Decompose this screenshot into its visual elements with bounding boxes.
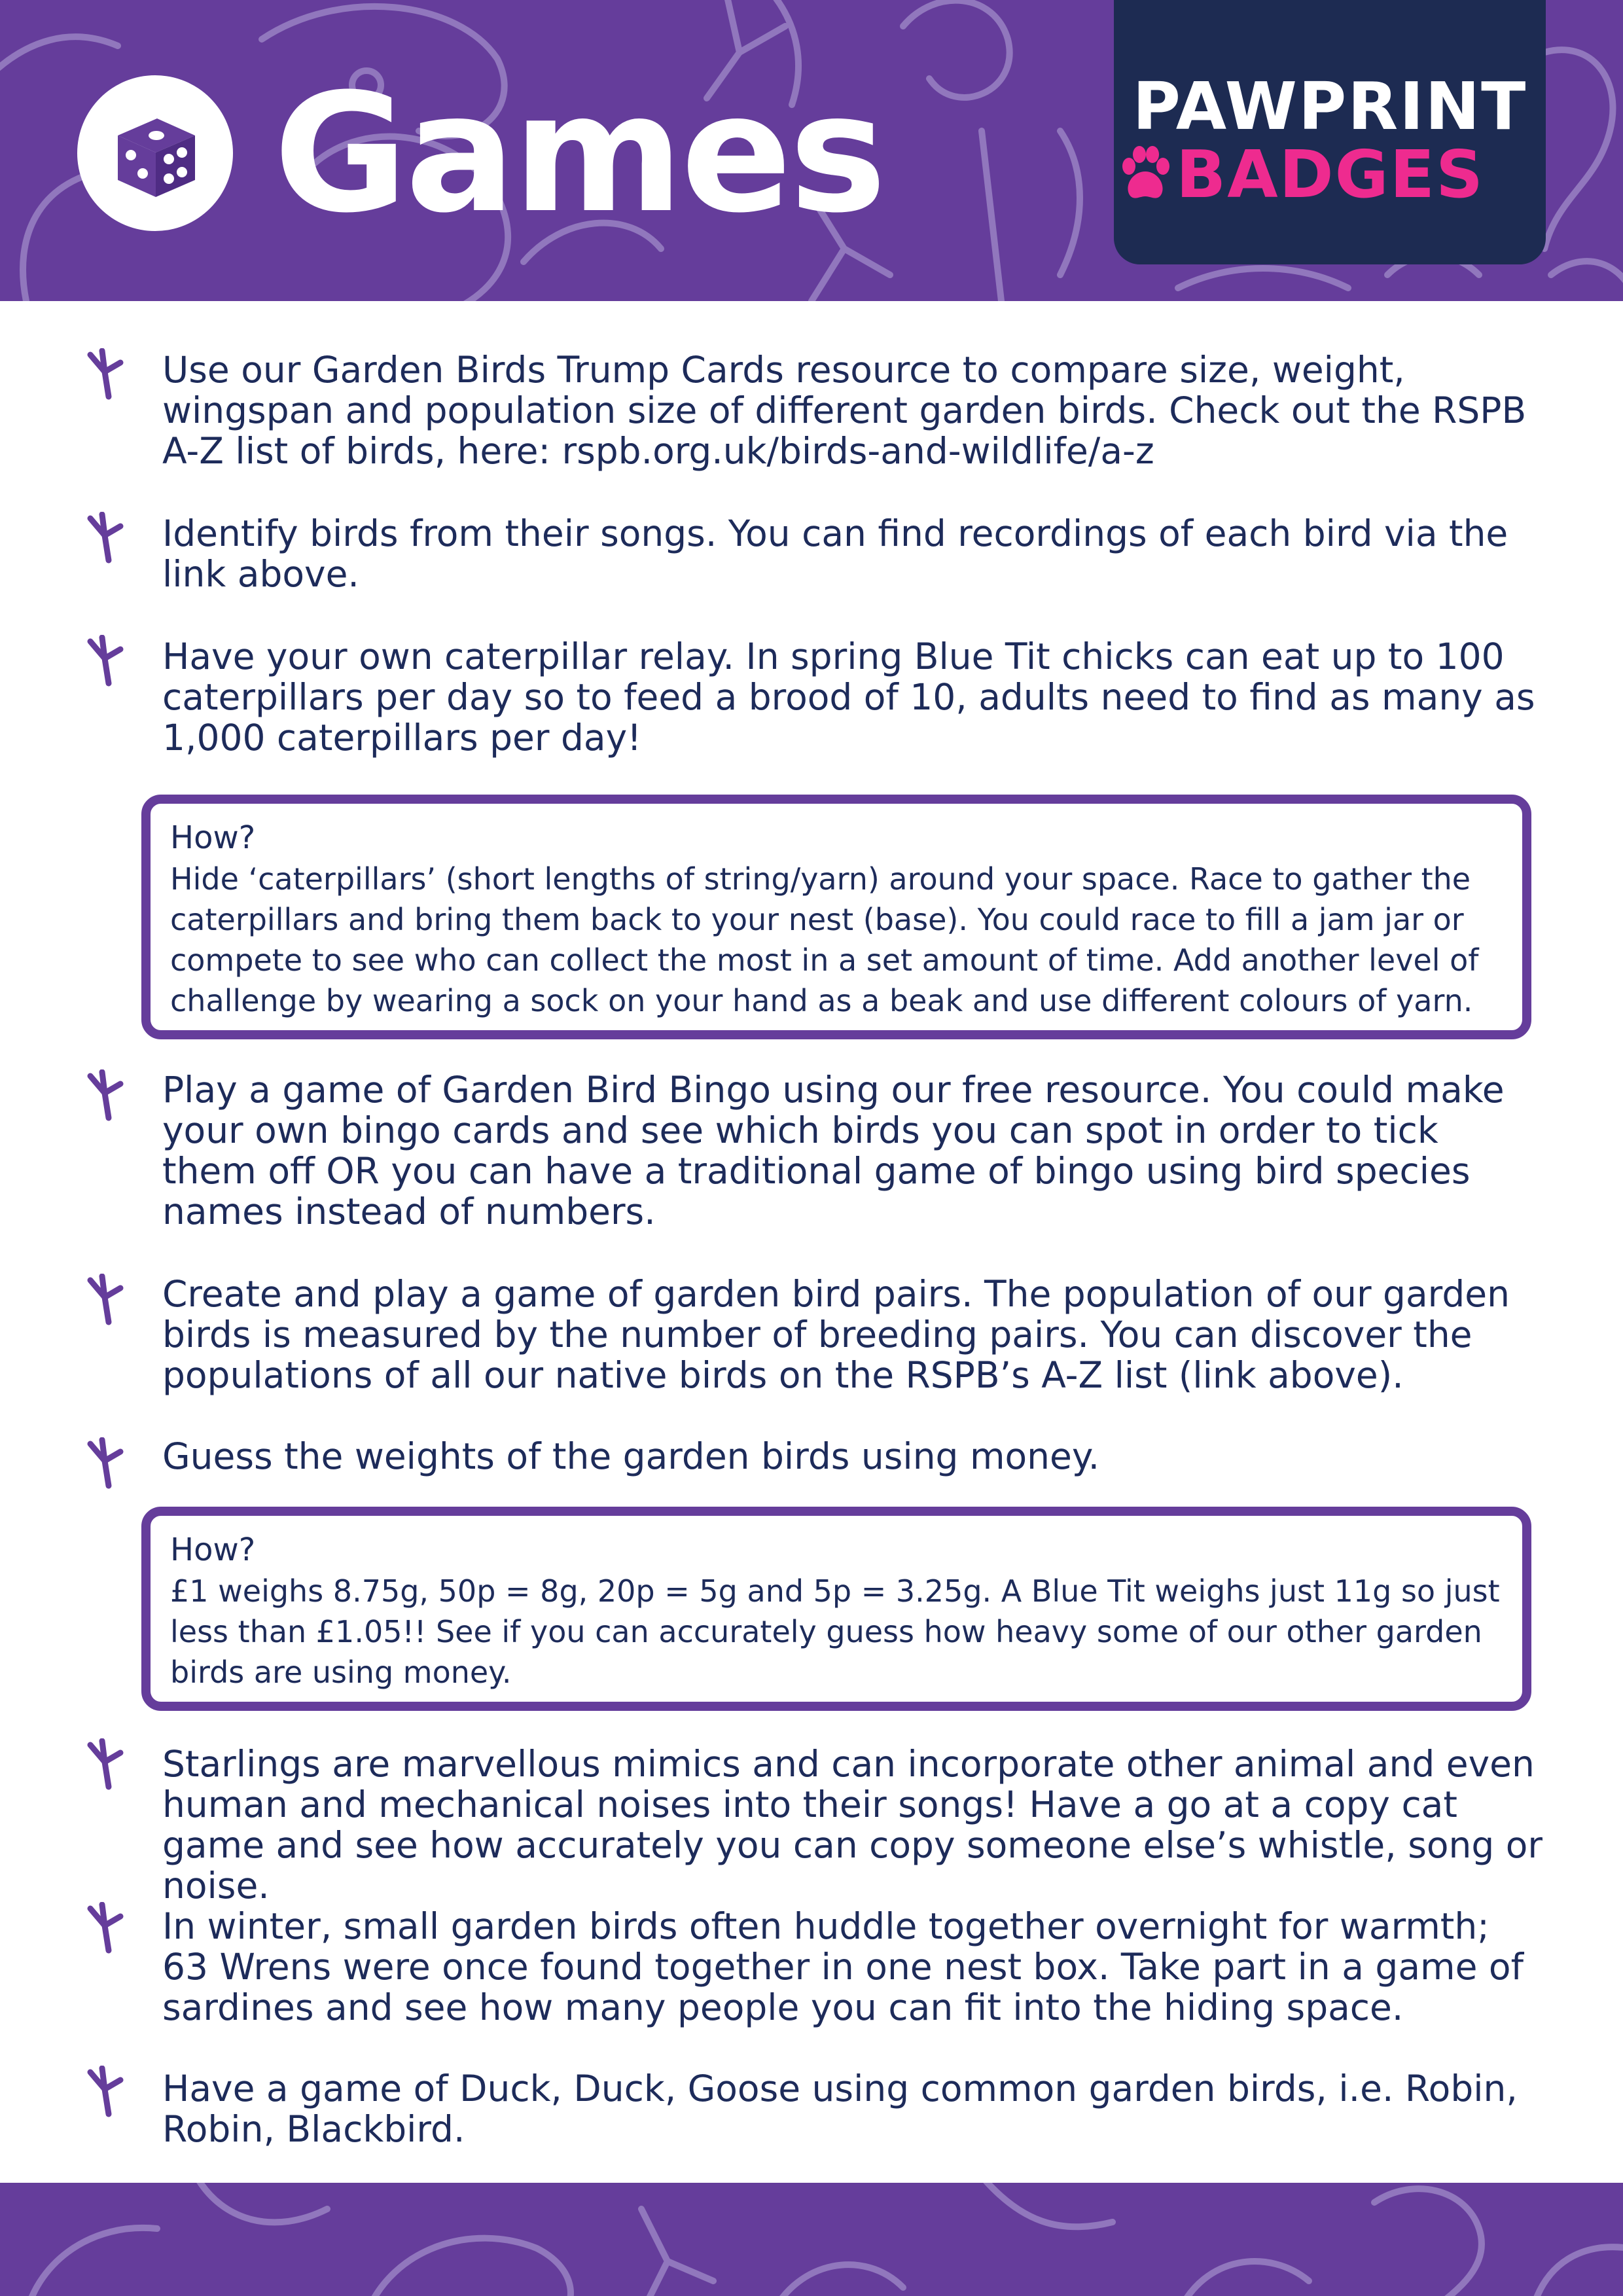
how-to-body: £1 weighs 8.75g, 50p = 8g, 20p = 5g and 5p = 3.25g. A Blue Tit weighs just 11g so just less than £1.05!! See if you can accurately guess how heavy some of our other garden birds are using money. [170,1573,1500,1690]
list-item: Use our Garden Birds Trump Cards resource to compare size, weight, wingspan and population size of different garden birds. Check out the RSPB A-Z list of birds, here: rspb.org.uk/birds-and-wildlife/a-z [162,349,1527,472]
bird-footprint-icon [86,348,126,401]
list-item: Guess the weights of the garden birds using money. [162,1435,1100,1477]
how-to-title: How? [170,819,256,856]
how-to-box [141,1507,1531,1711]
footer-banner [0,2183,1623,2296]
logo-badges-text: BADGES [1176,136,1485,213]
list-item: Create and play a game of garden bird pairs. The population of our garden birds is measured by the number of breeding pairs. You can discover the populations of all our native birds on the RSPB’s A-Z list (link above). [162,1273,1510,1396]
pawprint-badges-logo [1114,0,1546,264]
how-to-title: How? [170,1532,256,1568]
bird-footprint-icon [86,1069,126,1122]
list-item: Play a game of Garden Bird Bingo using our free resource. You could make your own bingo cards and see which birds you can spot in order to tick them off OR you can have a traditional game of bingo using bird species names instead of numbers. [162,1069,1505,1232]
list-item: In winter, small garden birds often huddle together overnight for warmth; 63 Wrens were once found together in one nest box. Take part in a game of sardines and see how many people you can fit into the hiding space. [162,1905,1524,2028]
bird-footprint-icon [86,512,126,564]
paw-icon [1118,144,1172,203]
list-item: Starlings are marvellous mimics and can incorporate other animal and even human and mechanical noises into their songs! Have a go at a copy cat game and see how accurately you can copy someone else’s whistle, song or noise. [162,1743,1543,1907]
list-item: Have your own caterpillar relay. In spring Blue Tit chicks can eat up to 100 caterpillars per day so to feed a brood of 10, adults need to find as many as 1,000 caterpillars per day! [162,636,1535,759]
list-item: Have a game of Duck, Duck, Goose using common garden birds, i.e. Robin, Robin, Blackbird. [162,2068,1518,2150]
how-to-body: Hide ‘caterpillars’ (short lengths of string/yarn) around your space. Race to gather the caterpillars and bring them back to your nest (base). You could race to fill a jam jar or compete to see who can collect the most in a set amount of time. Add another level of challenge by wearing a sock on your hand as a beak and use different colours of yarn. [170,861,1479,1018]
bird-footprint-icon [86,1902,126,1954]
logo-line-badges [1176,136,1485,213]
bird-footprint-icon [86,1437,126,1490]
logo-line-pawprint: PAWPRINT [1132,68,1527,145]
how-to-box [141,795,1531,1039]
bird-footprint-icon [86,635,126,687]
dice-badge [77,75,233,231]
list-item: Identify birds from their songs. You can find recordings of each bird via the link above. [162,512,1508,595]
wildlife-doodle-pattern [0,2183,1623,2296]
page-title: Games [274,58,884,249]
bird-footprint-icon [86,2066,126,2118]
dice-icon [77,75,233,231]
header-banner [0,0,1623,301]
bird-footprint-icon [86,1738,126,1791]
bird-footprint-icon [86,1274,126,1326]
